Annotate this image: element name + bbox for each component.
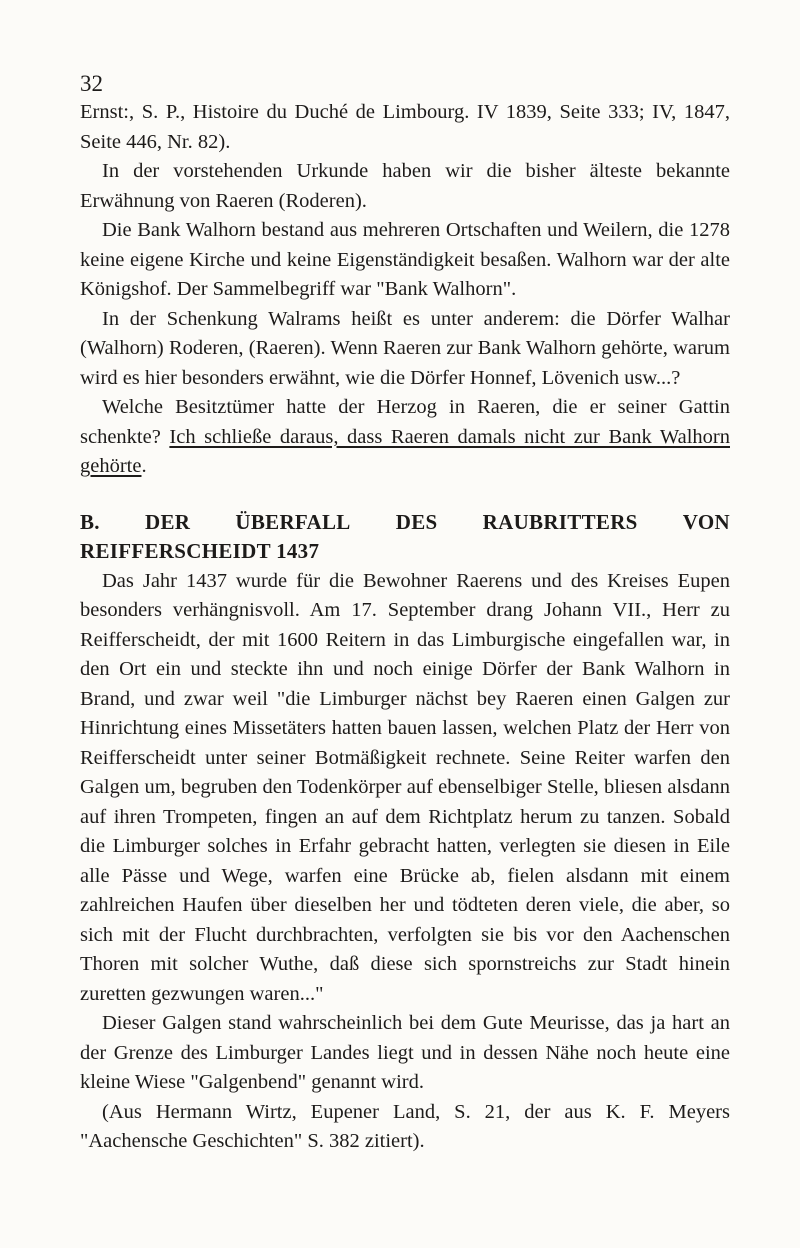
page-number: 32	[80, 71, 103, 96]
underlined-conclusion: Ich schließe daraus, dass Raeren damals nicht zur Bank Walhorn gehörte	[80, 425, 730, 477]
paragraph-earliest-mention: In der vorstehenden Urkunde haben wir die bisher älteste bekannte Erwähnung von Raeren (Roderen).	[80, 160, 730, 212]
heading-line-1	[80, 508, 730, 538]
question-text: Welche Besitztümer hatte der Herzog in Raeren, die er seiner Gattin schenkte?	[80, 396, 730, 448]
paragraph-ueberfall: Das Jahr 1437 wurde für die Bewohner Raerens und des Kreises Eupen besonders verhängnisvoll. Am 17. September drang Johann VII., Herr zu Reifferscheidt, der mit 1600 Reitern in das Limburgische eingefallen war, in den Ort ein und steckte ihn und noch einige Dörfer der Bank Walhorn in Brand, und zwar weil "die Limburger nächst bey Raeren einen Galgen zur Hinrichtung eines Missetäters hatten bauen lassen, welchen Platz der Herr von Reifferscheidt unter seiner Botmäßigkeit rechnete. Seine Reiter warfen den Galgen um, begruben den Todenkörper auf ebenselbiger Stelle, bliesen alsdann auf ihren Trompeten, fingen an auf dem Richtplatz herum zu tanzen. Sobald die Limburger solches in Erfahr gebracht hatten, verlegten sie diesen in Eile alle Pässe und Wege, warfen eine Brücke ab, fielen alsdann mit einem zahlreichen Haufen über dieselben her und tödteten deren viele, die aber, so sich mit der Flucht durchbrachten, verfolgten sie bis vor den Aachenschen Thoren mit solcher Wuthe, daß diese sich spornstreichs zur Stadt hinein zuretten gezwungen waren..."	[80, 569, 730, 1005]
heading-word: DES	[395, 509, 438, 534]
document-page	[80, 70, 730, 1157]
heading-word: ÜBERFALL	[235, 509, 351, 534]
heading-word: DER	[145, 509, 191, 534]
paragraph-schenkung: In der Schenkung Walrams heißt es unter anderem: die Dörfer Walhar (Walhorn) Roderen, (Raeren). Wenn Raeren zur Bank Walhorn gehörte, warum wird es hier besonders erwähnt, wie die Dörfer Honnef, Lövenich usw...?	[80, 307, 730, 389]
heading-line-2: REIFFERSCHEIDT 1437	[80, 539, 320, 563]
heading-word: VON	[682, 509, 730, 534]
paragraph-galgen: Dieser Galgen stand wahrscheinlich bei dem Gute Meurisse, das ja hart an der Grenze des Limburger Landes liegt und in dessen Nähe noch heute eine kleine Wiese "Galgenbend" genannt wird.	[80, 1012, 730, 1093]
paragraph-source: (Aus Hermann Wirtz, Eupener Land, S. 21, der aus K. F. Meyers "Aachensche Geschichten" S. 382 zitiert).	[80, 1100, 730, 1152]
heading-word: RAUBRITTERS	[482, 509, 638, 534]
section-heading	[80, 508, 730, 567]
paragraph-question	[80, 393, 730, 482]
heading-word: B.	[80, 509, 100, 534]
question-tail: .	[141, 455, 147, 477]
paragraph-bank-walhorn: Die Bank Walhorn bestand aus mehreren Ortschaften und Weilern, die 1278 keine eigene Kirche und keine Eigenständigkeit besaßen. Walhorn war der alte Königshof. Der Sammelbegriff war "Bank Walhorn".	[80, 219, 730, 300]
paragraph-citation: Ernst:, S. P., Histoire du Duché de Limbourg. IV 1839, Seite 333; IV, 1847, Seite 446, Nr. 82).	[80, 101, 730, 153]
